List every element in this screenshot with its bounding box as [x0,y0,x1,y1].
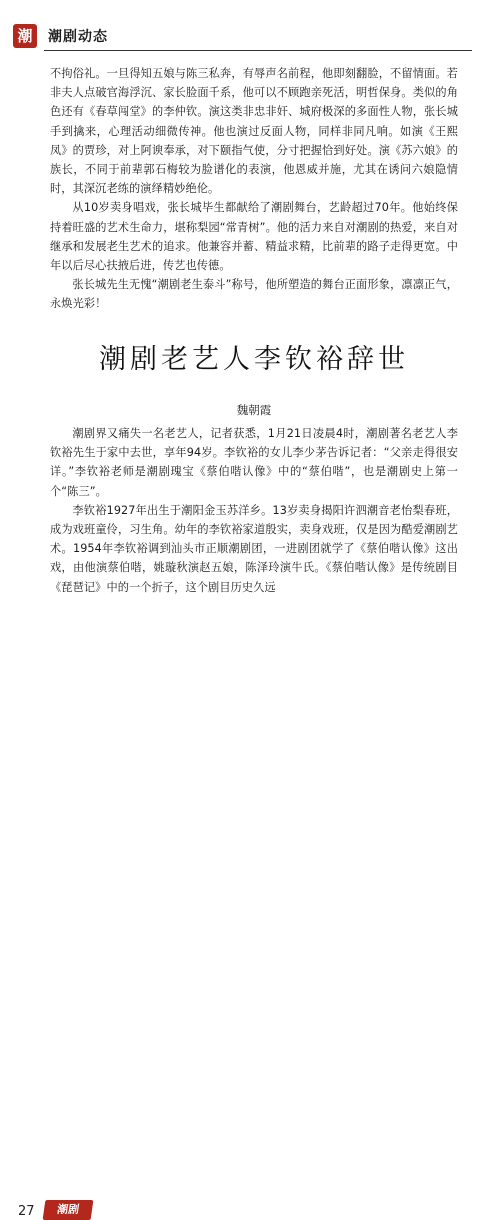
page-number: 27 [18,1204,35,1219]
article-headline: 潮剧老艺人李钦裕辞世 [99,344,409,375]
body-paragraph: 潮剧界又痛失一名老艺人，记者获悉，1月21日凌晨4时，潮剧著名老艺人李钦裕先生于家中去世，享年94岁。李钦裕的女儿李少茅告诉记者：“父亲走得很安详。”李钦裕老师是潮剧瑰宝《蔡伯喈认像》中的“蔡伯喈”，也是潮剧史上第一个“陈三”。 [50,427,458,498]
magazine-seal-logo: 潮 [13,24,37,48]
header-divider [44,50,472,51]
body-paragraph: 李钦裕1927年出生于潮阳金玉苏洋乡。13岁卖身揭阳许泗潮音老怡梨春班，成为戏班童伶，习生角。幼年的李钦裕家道殷实，卖身戏班，仅是因为酷爱潮剧艺术。1954年李钦裕调到汕头市正顺潮剧团，一进剧团就学了《蔡伯喈认像》这出戏，由他演蔡伯喈，姚璇秋演赵五娘，陈泽玲演牛氏。《蔡伯喈认像》是传统剧目《琵琶记》中的一个折子，这个剧目历史久远 [50,503,458,594]
footer-magazine-logo: 潮剧 [43,1200,94,1220]
section-title: 潮剧动态 [48,29,108,45]
article-body [50,424,458,597]
body-paragraph: 从10岁卖身唱戏，张长城毕生都献给了潮剧舞台，艺龄超过70年。他始终保持着旺盛的艺术生命力，堪称梨园“常青树”。他的活力来自对潮剧的热爱，来自对继承和发展老生艺术的追求。他兼容并蓄、精益求精，比前辈的路子走得更宽。中年以后尽心扶掖后进，传艺也传德。 [50,201,458,273]
body-paragraph: 不拘俗礼。一旦得知五娘与陈三私奔，有辱声名前程，他即刻翻脸，不留情面。若非夫人点破官海浮沉、家长脸面千系，他可以不顾跑亲死活，明哲保身。类似的角色还有《春草闯堂》的李仲钦。演这类非忠非奸、城府极深的多面性人物，张长城手到擒来，心理活动细微传神。他也演过反面人物，同样非同凡响。如演《王熙凤》的贾珍，对上阿谀奉承，对下颐指气使，分寸把握恰到好处。演《苏六娘》的族长，不同于前辈郭石梅较为脸谱化的表演，他恩威并施，尤其在诱问六娘隐情时，其深沉老练的演绎精妙绝伦。 [50,67,458,196]
article-author: 魏朝霞 [236,403,272,417]
previous-article-body [50,64,458,314]
page-header [0,0,494,52]
page-footer [0,600,494,1219]
body-paragraph: 张长城先生无愧“潮剧老生泰斗”称号，他所塑造的舞台正面形象，凛凛正气，永焕光彩！ [50,278,458,311]
